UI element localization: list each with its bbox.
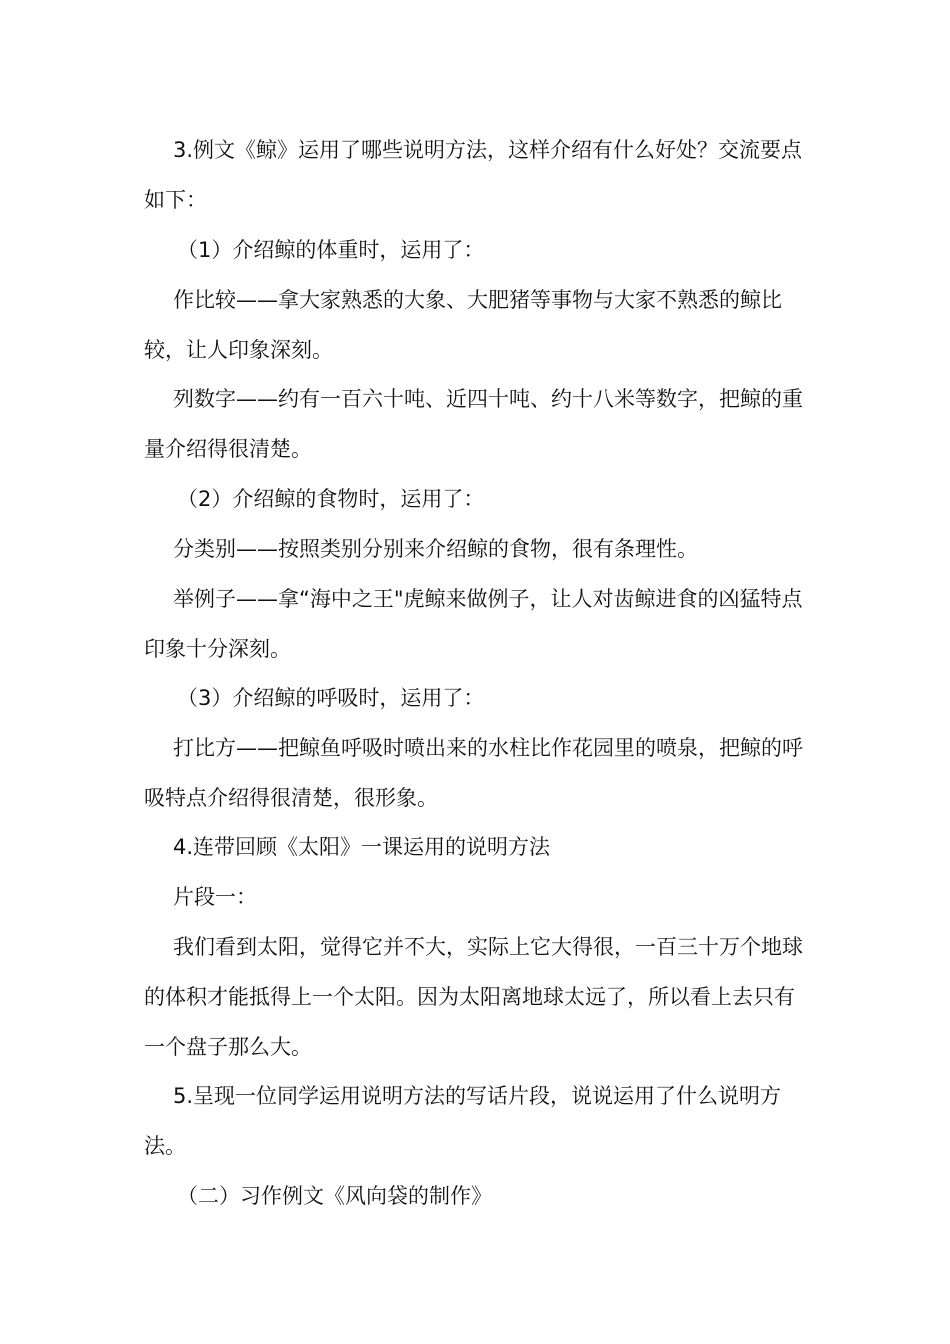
paragraph-comparison: 作比较——拿大家熟悉的大象、大肥猪等事物与大家不熟悉的鲸比较，让人印象深刻。 [144, 288, 782, 362]
paragraph-question-5: 5.呈现一位同学运用说明方法的写话片段，说说运用了什么说明方法。 [144, 1084, 782, 1158]
paragraph-classification: 分类别——按照类别分别来介绍鲸的食物，很有条理性。 [173, 537, 698, 561]
paragraph-section-heading: （二）习作例文《风向袋的制作》 [177, 1184, 492, 1208]
paragraph-question-4: 4.连带回顾《太阳》一课运用的说明方法 [173, 835, 551, 859]
paragraph-metaphor: 打比方——把鲸鱼呼吸时喷出来的水柱比作花园里的喷泉，把鲸的呼吸特点介绍得很清楚，很形象。 [144, 736, 803, 810]
paragraph-question-3: 3.例文《鲸》运用了哪些说明方法，这样介绍有什么好处？交流要点如下： [144, 138, 803, 212]
paragraph-excerpt-label: 片段一： [173, 885, 257, 909]
paragraph-food-heading: （2）介绍鲸的食物时，运用了： [177, 487, 485, 511]
paragraph-sun-excerpt: 我们看到太阳，觉得它并不大，实际上它大得很，一百三十万个地球的体积才能抵得上一个太阳。因为太阳离地球太远了，所以看上去只有一个盘子那么大。 [144, 935, 803, 1059]
paragraph-example: 举例子——拿“海中之王"虎鲸来做例子，让人对齿鲸进食的凶猛特点印象十分深刻。 [144, 587, 803, 661]
paragraph-breathing-heading: （3）介绍鲸的呼吸时，运用了： [177, 686, 485, 710]
paragraph-weight-heading: （1）介绍鲸的体重时，运用了： [177, 238, 485, 262]
paragraph-numbers: 列数字——约有一百六十吨、近四十吨、约十八米等数字，把鲸的重量介绍得很清楚。 [144, 387, 803, 461]
